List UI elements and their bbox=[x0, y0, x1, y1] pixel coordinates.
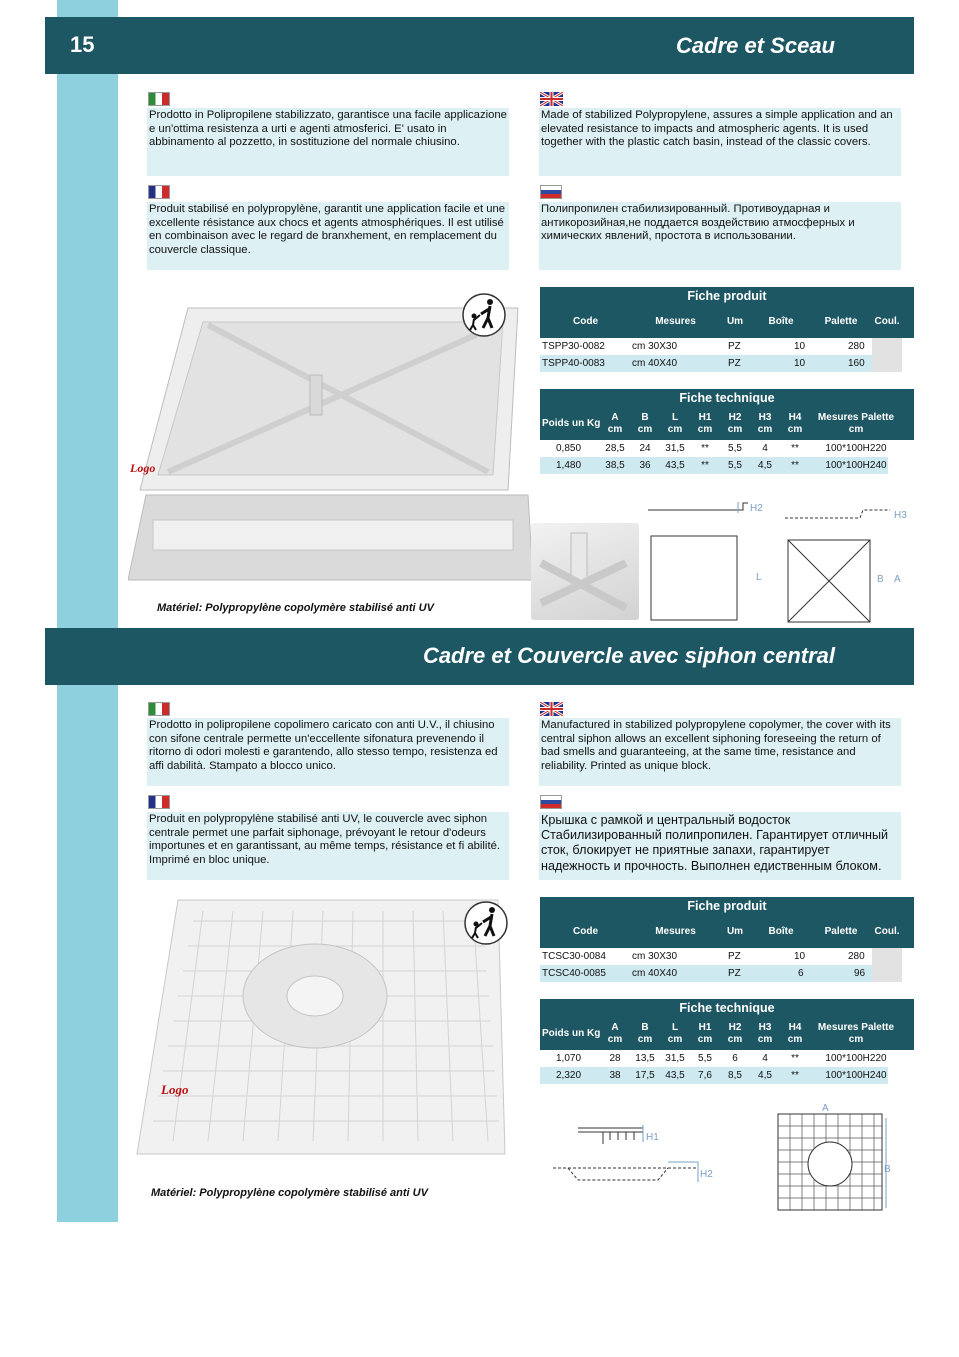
col-a: A cm bbox=[607, 412, 623, 435]
cell-a: 28 bbox=[609, 1053, 621, 1064]
col-h3: H3 cm bbox=[757, 412, 773, 435]
flag-uk-icon bbox=[540, 702, 563, 716]
brand-logo: Logo bbox=[161, 1082, 189, 1097]
label-h2: H2 bbox=[700, 1169, 713, 1180]
flag-france-icon bbox=[148, 795, 170, 809]
col-coul: Coul. bbox=[874, 926, 900, 937]
cell-um: PZ bbox=[728, 358, 741, 369]
cell-h3: 4 bbox=[762, 443, 768, 454]
cell-um: PZ bbox=[728, 968, 741, 979]
label-l: L bbox=[756, 572, 762, 583]
col-coul: Coul. bbox=[874, 316, 900, 327]
label-h1: H1 bbox=[646, 1132, 659, 1143]
table-row bbox=[540, 457, 888, 474]
col-palette: Palette bbox=[824, 926, 858, 937]
cell-palette: 280 bbox=[848, 341, 865, 352]
cell-h4: ** bbox=[791, 460, 799, 471]
cell-h4: ** bbox=[791, 443, 799, 454]
cell-h1: ** bbox=[701, 443, 709, 454]
section2-text-it: Prodotto in polipropilene copolimero caricato con anti U.V., il chiusino con sifone centrale permette un'eccellente sifonatura prevenendo il ritorno di odori molesti e garantendo, allo stesso tempo, resistenza ed affi dabilità. Stampato a blocco unico. bbox=[147, 718, 509, 786]
cell-h4: ** bbox=[791, 1070, 799, 1081]
technical-drawing-side bbox=[643, 498, 773, 623]
cell-code: TSPP30-0082 bbox=[542, 341, 605, 352]
col-um: Um bbox=[726, 926, 744, 937]
col-h1: H1 cm bbox=[697, 1022, 713, 1045]
cell-boite: 10 bbox=[794, 358, 806, 369]
cell-h1: ** bbox=[701, 460, 709, 471]
fiche-technique-title: Fiche technique bbox=[540, 999, 914, 1018]
col-um: Um bbox=[726, 316, 744, 327]
fiche-technique-header-row bbox=[540, 408, 914, 440]
col-h3: H3 cm bbox=[757, 1022, 773, 1045]
col-l: L cm bbox=[667, 1022, 683, 1045]
col-palette: Palette bbox=[824, 316, 858, 327]
section1-text-it: Prodotto in Polipropilene stabilizzato, garantisce una facile applicazione e un'ottima resistenza a urti e agenti atmosferici. E' usato in abbinamento al pozzetto, in sostituzione del normale chiusino. bbox=[147, 108, 509, 176]
cell-b: 36 bbox=[639, 460, 651, 471]
col-mesures-palette: Mesures Palette cm bbox=[817, 412, 895, 435]
table-row bbox=[540, 948, 872, 965]
product-photo-frame-cover bbox=[128, 300, 536, 582]
cell-poids: 1,480 bbox=[556, 460, 582, 471]
table-row bbox=[540, 965, 872, 982]
cell-poids: 2,320 bbox=[556, 1070, 582, 1081]
cell-h2: 5,5 bbox=[728, 443, 742, 454]
cell-mesures-palette: 100*100H240 bbox=[825, 460, 887, 471]
fiche-produit-title: Fiche produit bbox=[540, 897, 914, 916]
col-poids: Poids un Kg bbox=[542, 1028, 601, 1039]
cell-h3: 4,5 bbox=[758, 1070, 772, 1081]
child-walking-icon bbox=[461, 292, 507, 338]
col-h2: H2 cm bbox=[727, 412, 743, 435]
table-row bbox=[540, 1067, 888, 1084]
flag-france-icon bbox=[148, 185, 170, 199]
table-row bbox=[540, 1050, 888, 1067]
fiche-produit-header-row bbox=[540, 306, 914, 338]
flag-uk-icon bbox=[540, 92, 563, 106]
col-h1: H1 cm bbox=[697, 412, 713, 435]
cell-boite: 10 bbox=[794, 951, 806, 962]
cell-boite: 6 bbox=[798, 968, 804, 979]
technical-drawing-top bbox=[780, 500, 910, 625]
brand-logo: Logo bbox=[130, 461, 156, 475]
cell-mesures: cm 40X40 bbox=[632, 358, 678, 369]
col-b: B cm bbox=[637, 412, 653, 435]
page-number: 15 bbox=[70, 32, 95, 57]
section1-title: Cadre et Sceau bbox=[676, 33, 835, 58]
cell-code: TSPP40-0083 bbox=[542, 358, 605, 369]
cell-h1: 7,6 bbox=[698, 1070, 712, 1081]
table-row bbox=[540, 338, 872, 355]
col-code: Code bbox=[573, 926, 598, 937]
color-swatch bbox=[872, 338, 902, 372]
fiche-technique-title: Fiche technique bbox=[540, 389, 914, 408]
cell-mesures-palette: 100*100H220 bbox=[825, 1053, 887, 1064]
cell-palette: 96 bbox=[854, 968, 866, 979]
section1-text-en: Made of stabilized Polypropylene, assures a simple application and an elevated resistance to impacts and atmospheric agents. It is used together with the plastic catch basin, instead of the classic covers. bbox=[539, 108, 901, 176]
cell-a: 28,5 bbox=[605, 443, 625, 454]
flag-russia-icon bbox=[540, 795, 562, 809]
flag-italy-icon bbox=[148, 92, 170, 106]
color-swatch bbox=[872, 948, 902, 982]
cell-poids: 0,850 bbox=[556, 443, 582, 454]
cell-mesures-palette: 100*100H220 bbox=[825, 443, 887, 454]
cell-code: TCSC40-0085 bbox=[542, 968, 606, 979]
section1-caption: Matériel: Polypropylène copolymère stabilisé anti UV bbox=[157, 602, 434, 614]
cell-mesures: cm 40X40 bbox=[632, 968, 678, 979]
col-a: A cm bbox=[607, 1022, 623, 1045]
detail-photo-siphon bbox=[531, 523, 639, 620]
col-h2: H2 cm bbox=[727, 1022, 743, 1045]
label-b: B bbox=[884, 1164, 891, 1175]
section2-text-en: Manufactured in stabilized polypropylene copolymer, the cover with its central siphon allows an excellent siphoning foreseeing the return of bad smells and guaranteeing, at the same time, resistance and reliability. Printed as unique block. bbox=[539, 718, 901, 786]
cell-poids: 1,070 bbox=[556, 1053, 582, 1064]
cell-um: PZ bbox=[728, 951, 741, 962]
cell-h2: 8,5 bbox=[728, 1070, 742, 1081]
product-photo-siphon-cover bbox=[133, 896, 508, 1158]
cell-mesures: cm 30X30 bbox=[632, 951, 678, 962]
cell-palette: 280 bbox=[848, 951, 865, 962]
cell-l: 31,5 bbox=[665, 1053, 685, 1064]
label-h2: H2 bbox=[750, 503, 763, 514]
cell-h3: 4,5 bbox=[758, 460, 772, 471]
fiche-produit-title: Fiche produit bbox=[540, 287, 914, 306]
flag-italy-icon bbox=[148, 702, 170, 716]
label-h3: H3 bbox=[894, 510, 907, 521]
cell-mesures-palette: 100*100H240 bbox=[825, 1070, 887, 1081]
col-code: Code bbox=[573, 316, 598, 327]
col-mesures: Mesures bbox=[655, 316, 696, 327]
label-a: A bbox=[822, 1103, 829, 1114]
col-h4: H4 cm bbox=[787, 412, 803, 435]
cell-a: 38 bbox=[609, 1070, 621, 1081]
table-row bbox=[540, 440, 888, 457]
col-poids: Poids un Kg bbox=[542, 418, 601, 429]
cell-b: 24 bbox=[639, 443, 651, 454]
col-mesures-palette: Mesures Palette cm bbox=[817, 1022, 895, 1045]
cell-h4: ** bbox=[791, 1053, 799, 1064]
section2-title: Cadre et Couvercle avec siphon central bbox=[422, 643, 835, 668]
technical-drawing-profile bbox=[548, 1120, 728, 1190]
col-boite: Boîte bbox=[768, 926, 794, 937]
cell-b: 13,5 bbox=[635, 1053, 655, 1064]
cell-code: TCSC30-0084 bbox=[542, 951, 606, 962]
section1-text-fr: Produit stabilisé en polypropylène, garantit une application facile et une excellente résistance aux chocs et agents atmosphériques. Il est utilisé en combinaison avec le regard de branxhement, en remplacement du couvercle classique. bbox=[147, 202, 509, 270]
section2-text-fr: Produit en polypropylène stabilisé anti UV, le couvercle avec siphon centrale permet une parfait siphonage, prévoyant le retour d'odeurs importunes et en garantissant, au même temps, résistance et fi abilité. Imprimé en bloc unique. bbox=[147, 812, 509, 880]
cell-a: 38,5 bbox=[605, 460, 625, 471]
left-sidebar-bar bbox=[57, 0, 118, 1222]
section1-text-ru: Полипропилен стабилизированный. Противоударная и антикорозийная,не поддается воздействию атмосферных и химических явлений, простота в использовании. bbox=[539, 202, 901, 270]
cell-l: 43,5 bbox=[665, 1070, 685, 1081]
label-a: A bbox=[894, 574, 901, 585]
section2-caption: Matériel: Polypropylène copolymère stabilisé anti UV bbox=[151, 1187, 428, 1199]
cell-b: 17,5 bbox=[635, 1070, 655, 1081]
col-l: L cm bbox=[667, 412, 683, 435]
table-row bbox=[540, 355, 872, 372]
flag-russia-icon bbox=[540, 185, 562, 199]
col-h4: H4 cm bbox=[787, 1022, 803, 1045]
cell-palette: 160 bbox=[848, 358, 865, 369]
child-walking-icon bbox=[463, 900, 509, 946]
col-boite: Boîte bbox=[768, 316, 794, 327]
cell-l: 43,5 bbox=[665, 460, 685, 471]
cell-um: PZ bbox=[728, 341, 741, 352]
technical-drawing-grid-top bbox=[770, 1100, 900, 1215]
cell-h3: 4 bbox=[762, 1053, 768, 1064]
cell-l: 31,5 bbox=[665, 443, 685, 454]
cell-boite: 10 bbox=[794, 341, 806, 352]
cell-mesures: cm 30X30 bbox=[632, 341, 678, 352]
cell-h1: 5,5 bbox=[698, 1053, 712, 1064]
fiche-produit-header-row bbox=[540, 916, 914, 948]
section2-text-ru: Крышка с рамкой и центральный водосток Стабилизированный полипропилен. Гарантирует отличный сток, блокирует не приятные запахи, гарантирует надежность и прочность. Выполнен едиственным блоком. bbox=[539, 812, 901, 880]
col-mesures: Mesures bbox=[655, 926, 696, 937]
cell-h2: 6 bbox=[732, 1053, 738, 1064]
label-b: B bbox=[877, 574, 884, 585]
fiche-technique-header-row bbox=[540, 1018, 914, 1050]
col-b: B cm bbox=[637, 1022, 653, 1045]
cell-h2: 5,5 bbox=[728, 460, 742, 471]
